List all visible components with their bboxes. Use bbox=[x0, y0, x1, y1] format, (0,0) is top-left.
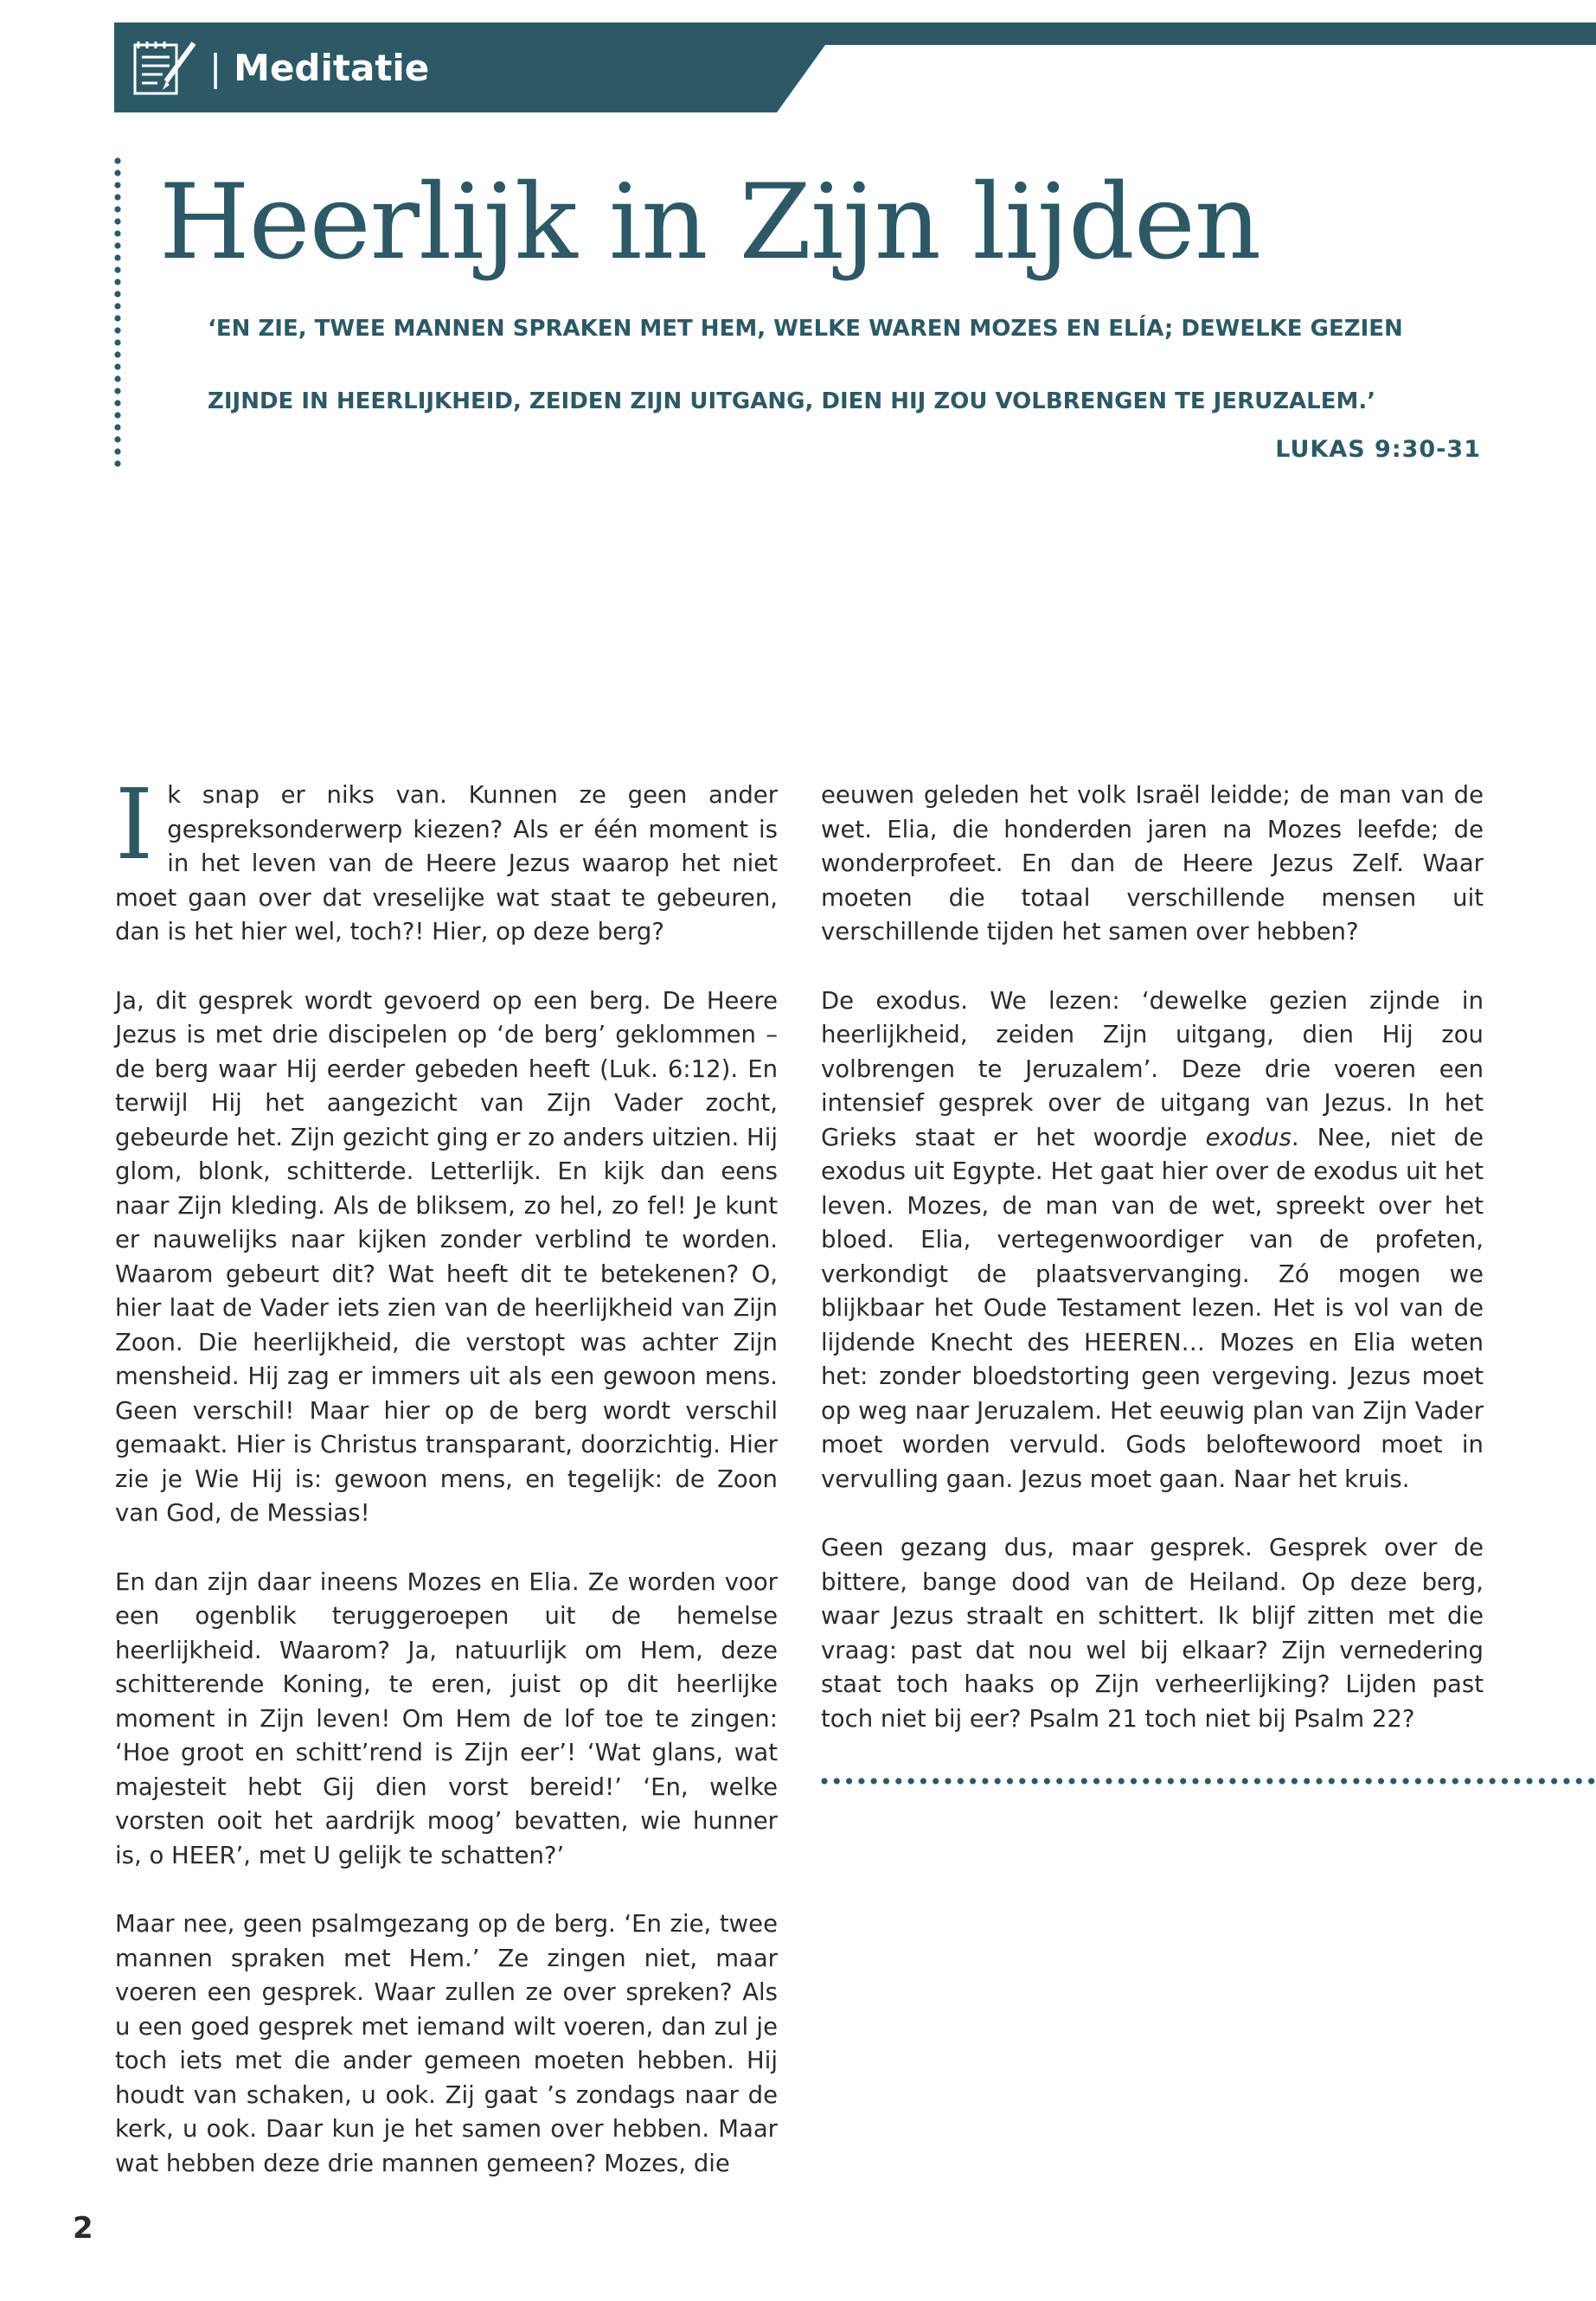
drop-cap: I bbox=[115, 769, 154, 881]
paragraph-1 bbox=[115, 769, 778, 950]
paragraph-5-emphasis: exodus bbox=[1205, 1123, 1292, 1151]
title-dotted-rule bbox=[111, 156, 128, 476]
section-label bbox=[209, 47, 429, 90]
paragraph-3: En dan zijn daar ineens Mozes en Elia. Ze worden voor een ogenblik teruggeroepen uit de hemelse heerlijkheid. Waarom? Ja, natuurlijk om Hem, deze schitterende Koning, te eren, juist op dit heerlijke moment in Zijn leven! Om Hem de lof toe te zingen: ‘Hoe groot en schitt’rend is Zijn eer’! ‘Wat glans, wat majesteit hebt Gij dien vorst bereid!’ ‘En, welke vorsten ooit het aardrijk moog’ bevatten, wie hunner is, o HEER’, met U gelijk te schatten?’ bbox=[115, 1567, 778, 1869]
paragraph-5-text-a: De exodus. We lezen: ‘dewelke gezien zijnde in heerlijkheid, zeiden Zijn uitgang, dien Hij zou volbrengen te Jeruzalem’. Deze drie voeren een intensief gesprek over de uitgang van Jezus. In het Grieks staat er het woordje bbox=[821, 986, 1484, 1151]
end-dotted-rule bbox=[821, 1774, 1596, 1788]
section-name: Meditatie bbox=[234, 47, 430, 89]
notepad-pen-icon bbox=[131, 36, 199, 99]
body-column-right bbox=[821, 779, 1484, 1771]
scripture-reference: LUKAS 9:30-31 bbox=[1275, 436, 1481, 463]
section-separator: | bbox=[209, 47, 222, 89]
paragraph-4: Maar nee, geen psalmgezang op de berg. ‘En zie, twee mannen spraken met Hem.’ Ze zingen niet, maar voeren een gesprek. Waar zullen ze over spreken? Als u een goed gesprek met iemand wilt voeren, dan zul je toch iets met die ander gemeen moeten hebben. Hij houdt van schaken, u ook. Zij gaat ’s zondags naar de kerk, u ook. Daar kun je het samen over hebben. Maar wat hebben deze drie mannen gemeen? Mozes, die bbox=[115, 1910, 778, 2177]
paragraph-5 bbox=[821, 984, 1484, 1497]
scripture-quote: ‘EN ZIE, TWEE MANNEN SPRAKEN MET HEM, WELKE WAREN MOZES EN ELÍA; DEWELKE GEZIEN ZIJNDE IN HEERLIJKHEID, ZEIDEN ZIJN UITGANG, DIEN HIJ ZOU VOLBRENGEN TE JERUZALEM.’ bbox=[208, 316, 1403, 414]
paragraph-1-text: k snap er niks van. Kunnen ze geen ander gespreksonderwerp kiezen? Als er één moment is in het leven van de Heere Jezus waarop het niet moet gaan over dat vreselijke wat staat te gebeuren, dan is het hier wel, toch?! Hier, op deze berg? bbox=[115, 781, 778, 945]
page-title: Heerlijk in Zijn lijden bbox=[159, 163, 1261, 283]
paragraph-5-text-b: . Nee, niet de exodus uit Egypte. Het gaat hier over de exodus uit het leven. Mozes, de man van de wet, spreekt over het bloed. Elia, vertegenwoordiger van de profeten, verkondigt de plaatsvervanging. Zó mogen we blijkbaar het Oude Testament lezen. Het is vol van de lijdende Knecht des HEEREN… Mozes en Elia weten het: zonder bloedstorting geen vergeving. Jezus moet op weg naar Jeruzalem. Het eeuwig plan van Zijn Vader moet worden vervuld. Gods beloftewoord moet in vervulling gaan. Jezus moet gaan. Naar het kruis. bbox=[821, 1123, 1484, 1493]
paragraph-6: Geen gezang dus, maar gesprek. Gesprek over de bittere, bange dood van de Heiland. Op deze berg, waar Jezus straalt en schittert. Ik blijf zitten met die vraag: past dat nou wel bij elkaar? Zijn vernedering staat toch haaks op Zijn verheerlijking? Lijden past toch niet bij eer? Psalm 21 toch niet bij Psalm 22? bbox=[821, 1534, 1484, 1733]
paragraph-2: Ja, dit gesprek wordt gevoerd op een berg. De Heere Jezus is met drie discipelen op ‘de berg’ geklommen – de berg waar Hij eerder gebeden heeft (Luk. 6:12). En terwijl Hij het aangezicht van Zijn Vader zocht, gebeurde het. Zijn gezicht ging er zo anders uitzien. Hij glom, blonk, schitterde. Letterlijk. En kijk dan eens naar Zijn kleding. Als de bliksem, zo hel, zo fel! Je kunt er nauwelijks naar kijken zonder verblind te worden. Waarom gebeurt dit? Wat heeft dit te betekenen? O, hier laat de Vader iets zien van de heerlijkheid van Zijn Zoon. Die heerlijkheid, die verstopt was achter Zijn mensheid. Hij zag er immers uit als een gewoon mens. Geen verschil! Maar hier op de berg wordt verschil gemaakt. Hier is Christus transparant, doorzichtig. Hier zie je Wie Hij is: gewoon mens, en tegelijk: de Zoon van God, de Messias! bbox=[115, 986, 778, 1527]
paragraph-4-continued: eeuwen geleden het volk Israël leidde; de man van de wet. Elia, die honderden jaren na Mozes leefde; de wonderprofeet. En dan de Heere Jezus Zelf. Waar moeten die totaal verschillende mensen uit verschillende tijden het samen over hebben? bbox=[821, 781, 1484, 945]
section-header-bar bbox=[114, 22, 1596, 112]
body-column-left bbox=[115, 769, 778, 2181]
page-number: 2 bbox=[73, 2211, 93, 2246]
